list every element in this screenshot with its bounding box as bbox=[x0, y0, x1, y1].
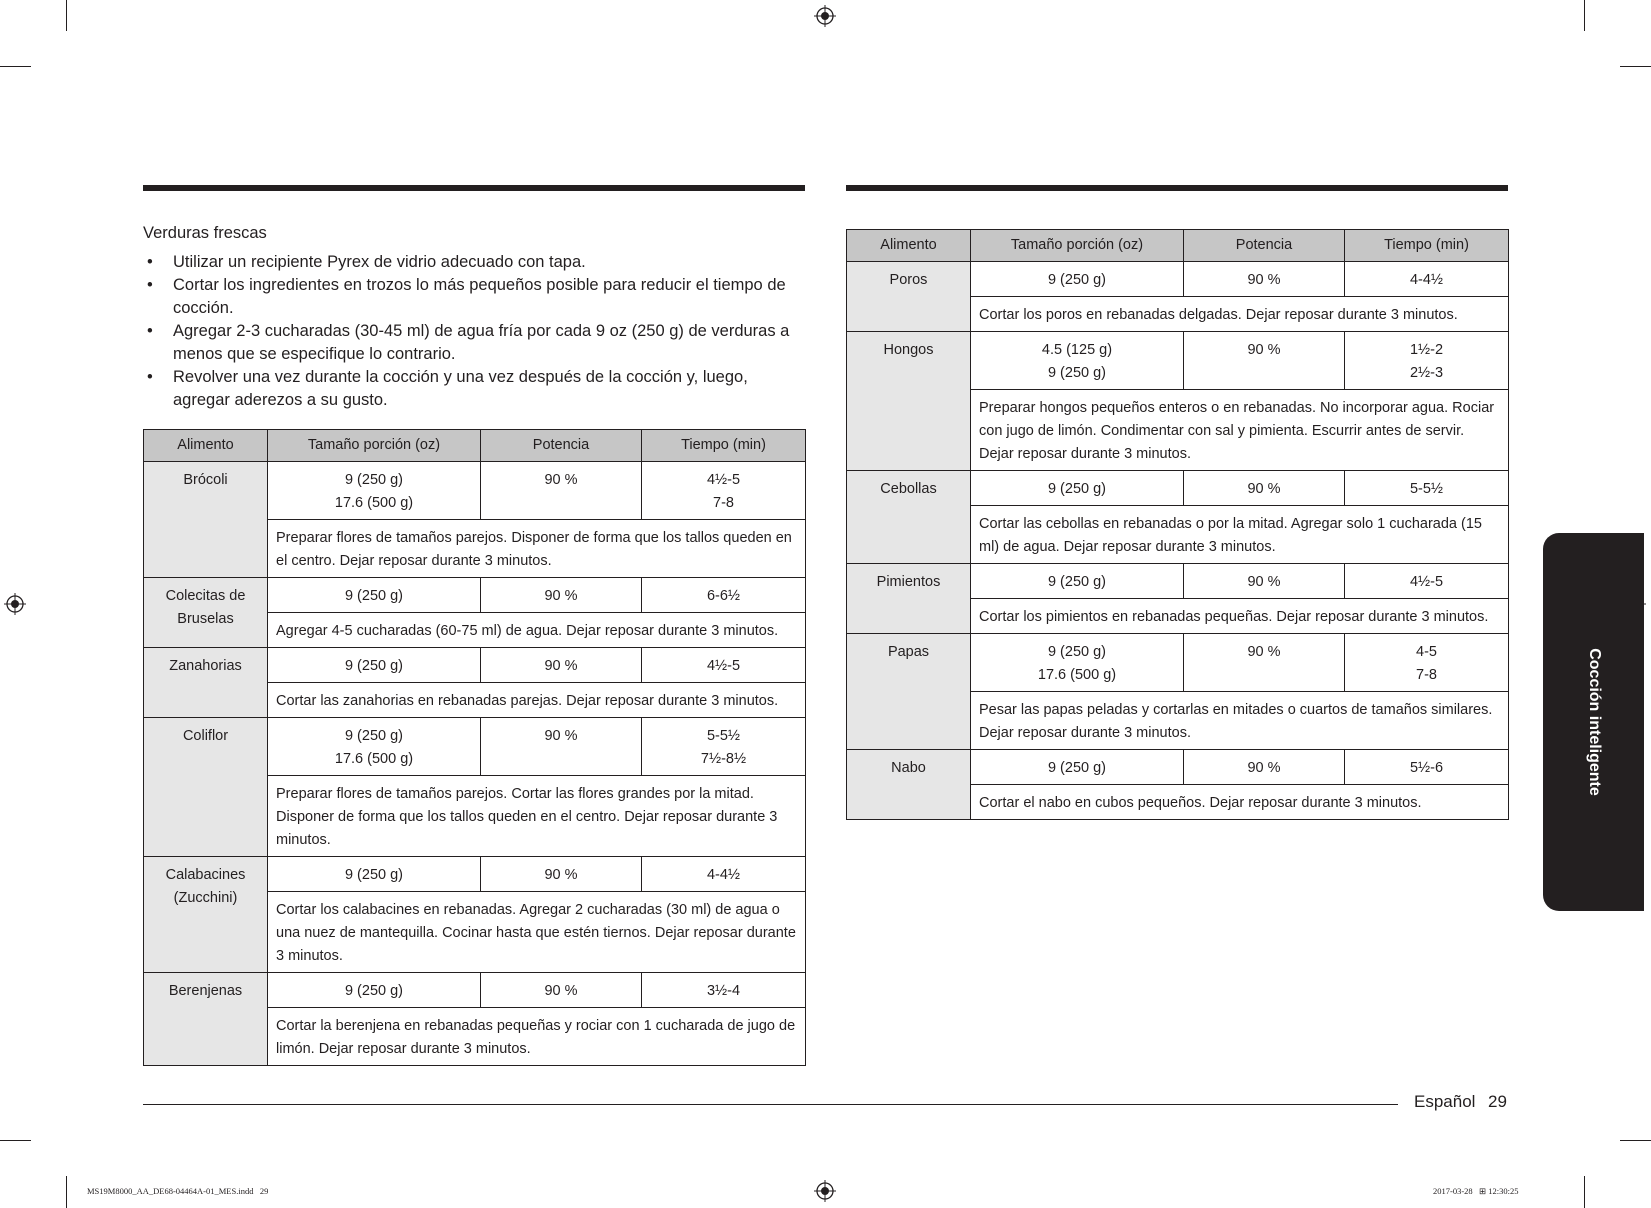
header-food: Alimento bbox=[144, 430, 268, 462]
power-cell: 90 % bbox=[481, 578, 642, 613]
power-cell: 90 % bbox=[481, 648, 642, 683]
table-row bbox=[847, 471, 1509, 506]
food-cell: Calabacines (Zucchini) bbox=[144, 857, 268, 973]
column-top-rule bbox=[846, 185, 1508, 191]
portion-value: 9 (250 g) bbox=[1047, 760, 1107, 776]
power-cell: 90 % bbox=[1184, 750, 1345, 785]
bullet-glyph: • bbox=[147, 253, 153, 271]
time-cell bbox=[642, 648, 806, 683]
header-time: Tiempo (min) bbox=[642, 430, 806, 462]
food-cell: Colecitas de Bruselas bbox=[144, 578, 268, 648]
food-cell: Coliflor bbox=[144, 718, 268, 857]
bullet-glyph: • bbox=[147, 368, 153, 386]
food-cell: Nabo bbox=[847, 750, 971, 820]
portion-value: 9 (250 g) bbox=[344, 867, 404, 883]
header-power: Potencia bbox=[481, 430, 642, 462]
food-cell: Papas bbox=[847, 634, 971, 750]
table-header-row bbox=[144, 430, 806, 462]
power-cell: 90 % bbox=[481, 857, 642, 892]
food-cell: Cebollas bbox=[847, 471, 971, 564]
print-slug-file: MS19M8000_AA_DE68-04464A-01_MES.indd 29 bbox=[87, 1186, 269, 1196]
portion-cell bbox=[268, 578, 481, 613]
power-cell: 90 % bbox=[1184, 332, 1345, 390]
header-time: Tiempo (min) bbox=[1345, 230, 1509, 262]
portion-cell bbox=[971, 262, 1184, 297]
portion-cell bbox=[268, 648, 481, 683]
chapter-tab-label: Cocción inteligente bbox=[1585, 648, 1603, 796]
cooking-table-left bbox=[143, 429, 806, 1066]
note-cell: Cortar la berenjena en rebanadas pequeñas y rociar con 1 cucharada de jugo de limón. Dejar reposar durante 3 minutos. bbox=[268, 1008, 806, 1066]
crop-mark bbox=[66, 0, 67, 31]
registration-mark-icon bbox=[814, 5, 836, 27]
note-cell: Preparar flores de tamaños parejos. Disponer de forma que los tallos queden en el centro. Dejar reposar durante 3 minutos. bbox=[268, 520, 806, 578]
intro-section bbox=[143, 222, 803, 412]
header-portion: Tamaño porción (oz) bbox=[971, 230, 1184, 262]
food-cell: Hongos bbox=[847, 332, 971, 471]
portion-value: 4.5 (125 g) 9 (250 g) bbox=[1041, 342, 1113, 381]
time-cell bbox=[642, 857, 806, 892]
note-cell: Pesar las papas peladas y cortarlas en mitades o cuartos de tamaños similares. Dejar reposar durante 3 minutos. bbox=[971, 692, 1509, 750]
power-cell: 90 % bbox=[1184, 564, 1345, 599]
table-row bbox=[847, 564, 1509, 599]
crop-mark bbox=[66, 1176, 67, 1208]
footer-language: Español bbox=[1414, 1092, 1476, 1111]
portion-value: 9 (250 g) 17.6 (500 g) bbox=[334, 728, 414, 767]
table-row bbox=[144, 648, 806, 683]
bullet-item bbox=[143, 366, 803, 412]
time-value: 4-4½ bbox=[1409, 272, 1444, 288]
chapter-tab bbox=[1543, 533, 1644, 911]
portion-cell bbox=[268, 462, 481, 520]
table-row bbox=[144, 578, 806, 613]
portion-cell bbox=[971, 471, 1184, 506]
time-value: 5½-6 bbox=[1409, 760, 1444, 776]
portion-cell bbox=[971, 332, 1184, 390]
table-row bbox=[847, 262, 1509, 297]
time-cell bbox=[1345, 634, 1509, 692]
portion-value: 9 (250 g) bbox=[344, 983, 404, 999]
crop-mark bbox=[1620, 66, 1651, 67]
time-value: 4-5 7-8 bbox=[1416, 644, 1437, 683]
time-cell bbox=[1345, 332, 1509, 390]
power-cell: 90 % bbox=[481, 462, 642, 520]
bullet-item bbox=[143, 320, 803, 366]
table-row bbox=[144, 718, 806, 776]
time-cell bbox=[642, 462, 806, 520]
time-cell bbox=[642, 578, 806, 613]
portion-cell bbox=[268, 857, 481, 892]
note-cell: Preparar flores de tamaños parejos. Cortar las flores grandes por la mitad. Disponer de forma que los tallos queden en el centro. Dejar reposar durante 3 minutos. bbox=[268, 776, 806, 857]
bullet-glyph: • bbox=[147, 276, 153, 294]
crop-mark bbox=[1584, 1176, 1585, 1208]
header-power: Potencia bbox=[1184, 230, 1345, 262]
portion-value: 9 (250 g) bbox=[1047, 481, 1107, 497]
bullet-text: Revolver una vez durante la cocción y una vez después de la cocción y, luego, agregar aderezos a su gusto. bbox=[173, 368, 748, 409]
table-row bbox=[847, 750, 1509, 785]
time-value: 4½-5 bbox=[706, 658, 741, 674]
table-header-row bbox=[847, 230, 1509, 262]
crop-mark bbox=[0, 1140, 31, 1141]
portion-value: 9 (250 g) bbox=[344, 588, 404, 604]
time-value: 5-5½ 7½-8½ bbox=[700, 728, 747, 767]
table-row bbox=[144, 462, 806, 520]
portion-value: 9 (250 g) 17.6 (500 g) bbox=[1037, 644, 1117, 683]
column-top-rule bbox=[143, 185, 805, 191]
food-cell: Berenjenas bbox=[144, 973, 268, 1066]
time-cell bbox=[1345, 262, 1509, 297]
bullet-text: Agregar 2-3 cucharadas (30-45 ml) de agua fría por cada 9 oz (250 g) de verduras a menos que se especifique lo contrario. bbox=[173, 322, 790, 363]
portion-value: 9 (250 g) bbox=[344, 658, 404, 674]
crop-mark bbox=[0, 66, 31, 67]
time-value: 1½-2 2½-3 bbox=[1409, 342, 1444, 381]
table-row bbox=[847, 634, 1509, 692]
bullet-text: Cortar los ingredientes en trozos lo más pequeños posible para reducir el tiempo de cocción. bbox=[173, 276, 786, 317]
portion-value: 9 (250 g) 17.6 (500 g) bbox=[334, 472, 414, 511]
food-cell: Zanahorias bbox=[144, 648, 268, 718]
table-row bbox=[847, 332, 1509, 390]
cooking-table-right bbox=[846, 229, 1509, 820]
portion-cell bbox=[268, 973, 481, 1008]
power-cell: 90 % bbox=[481, 718, 642, 776]
time-value: 5-5½ bbox=[1409, 481, 1444, 497]
time-cell bbox=[1345, 471, 1509, 506]
section-heading: Verduras frescas bbox=[143, 224, 267, 242]
portion-value: 9 (250 g) bbox=[1047, 574, 1107, 590]
portion-cell bbox=[971, 750, 1184, 785]
note-cell: Cortar los pimientos en rebanadas pequeñas. Dejar reposar durante 3 minutos. bbox=[971, 599, 1509, 634]
note-cell: Cortar las cebollas en rebanadas o por la mitad. Agregar solo 1 cucharada (15 ml) de agua. Dejar reposar durante 3 minutos. bbox=[971, 506, 1509, 564]
note-cell: Cortar las zanahorias en rebanadas parejas. Dejar reposar durante 3 minutos. bbox=[268, 683, 806, 718]
registration-mark-icon bbox=[4, 593, 26, 615]
note-cell: Agregar 4-5 cucharadas (60-75 ml) de agua. Dejar reposar durante 3 minutos. bbox=[268, 613, 806, 648]
time-value: 4½-5 bbox=[1409, 574, 1444, 590]
bullet-glyph: • bbox=[147, 322, 153, 340]
print-slug-timestamp: 2017-03-28 ⊞ 12:30:25 bbox=[1433, 1186, 1519, 1196]
power-cell: 90 % bbox=[1184, 262, 1345, 297]
header-food: Alimento bbox=[847, 230, 971, 262]
power-cell: 90 % bbox=[1184, 634, 1345, 692]
registration-mark-icon bbox=[814, 1180, 836, 1202]
crop-mark bbox=[1584, 0, 1585, 31]
bullet-item bbox=[143, 274, 803, 320]
time-cell bbox=[642, 973, 806, 1008]
table-row bbox=[144, 973, 806, 1008]
time-cell bbox=[1345, 750, 1509, 785]
portion-value: 9 (250 g) bbox=[1047, 272, 1107, 288]
bullet-list bbox=[143, 251, 803, 412]
time-cell bbox=[642, 718, 806, 776]
portion-cell bbox=[971, 634, 1184, 692]
food-cell: Poros bbox=[847, 262, 971, 332]
table-row bbox=[144, 857, 806, 892]
note-cell: Cortar los poros en rebanadas delgadas. Dejar reposar durante 3 minutos. bbox=[971, 297, 1509, 332]
food-cell: Pimientos bbox=[847, 564, 971, 634]
time-value: 3½-4 bbox=[706, 983, 741, 999]
bullet-item bbox=[143, 251, 803, 274]
time-value: 6-6½ bbox=[706, 588, 741, 604]
page-number: 29 bbox=[1488, 1092, 1507, 1111]
food-cell: Brócoli bbox=[144, 462, 268, 578]
time-cell bbox=[1345, 564, 1509, 599]
note-cell: Preparar hongos pequeños enteros o en rebanadas. No incorporar agua. Rociar con jugo de limón. Condimentar con sal y pimienta. Escurrir antes de servir. Dejar reposar durante 3 minutos. bbox=[971, 390, 1509, 471]
time-value: 4½-5 7-8 bbox=[706, 472, 741, 511]
footer-rule bbox=[143, 1104, 1398, 1105]
time-value: 4-4½ bbox=[706, 867, 741, 883]
note-cell: Cortar el nabo en cubos pequeños. Dejar reposar durante 3 minutos. bbox=[971, 785, 1509, 820]
power-cell: 90 % bbox=[1184, 471, 1345, 506]
header-portion: Tamaño porción (oz) bbox=[268, 430, 481, 462]
power-cell: 90 % bbox=[481, 973, 642, 1008]
bullet-text: Utilizar un recipiente Pyrex de vidrio adecuado con tapa. bbox=[173, 253, 586, 271]
portion-cell bbox=[971, 564, 1184, 599]
note-cell: Cortar los calabacines en rebanadas. Agregar 2 cucharadas (30 ml) de agua o una nuez de mantequilla. Cocinar hasta que estén tiernos. Dejar reposar durante 3 minutos. bbox=[268, 892, 806, 973]
crop-mark bbox=[1620, 1140, 1651, 1141]
portion-cell bbox=[268, 718, 481, 776]
